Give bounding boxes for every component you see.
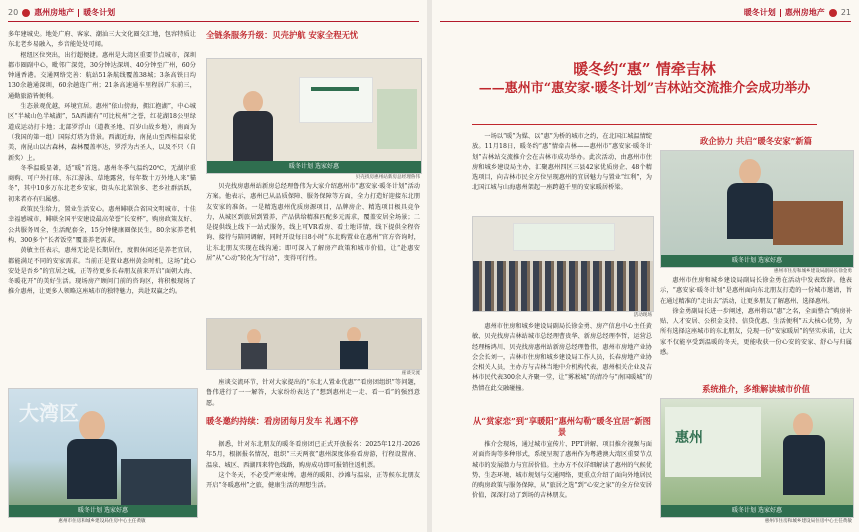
photo-speaker-luwei xyxy=(206,58,422,174)
article-column-2c xyxy=(206,440,420,528)
header-rule xyxy=(440,21,851,22)
banner-slogan: 暖冬计划 选家好惠 xyxy=(732,507,782,514)
screen-title-bar xyxy=(311,87,359,91)
paragraph: 座谈交流环节，针对大家提出的“东北人置业优惠”“看房团组织”等问题，鲁伟进行了一一解答，大家纷纷表达了“想到惠州走一走、看一看”的强烈意愿。 xyxy=(206,379,420,407)
paragraph: 这个冬天，不必受严寒束缚。惠州的暖阳、沙滩与温泉，正等候东北朋友开启“冬暖惠州”之旅，健康生活的理想生活。 xyxy=(206,471,420,490)
photo-caption: 惠州市住房和城乡建设局住房中心主任黄敏 xyxy=(58,519,146,524)
page-number: 21 xyxy=(840,8,851,17)
photo-speaker-xujinyong xyxy=(660,150,854,268)
photo-event-venue xyxy=(472,216,654,312)
header-divider xyxy=(780,9,781,17)
banner-slogan: 暖冬计划 选家好惠 xyxy=(78,507,128,514)
left-page xyxy=(0,0,427,532)
subheading: 暖冬邀约持续：看房团每月发车 礼遇不停 xyxy=(206,416,359,426)
article-column-2b xyxy=(206,378,420,414)
event-banner xyxy=(9,505,197,517)
intro-paragraph xyxy=(472,132,652,214)
column-tag: 暖冬计划 xyxy=(743,8,776,17)
article-title: 暖冬约“惠” 情牵吉林 xyxy=(573,60,716,78)
paragraph: 贝壳找房惠州站新房总经理鲁伟为大家介绍惠州市“惠安家·暖冬计划”活动方案。他表示，惠州已从品质保障、服务保障等方面，全力打造好迎接东北朋友安家的准备。一是精选惠州优质房源项目，品牌房企、精选项目极具竞争力，从城区到旅居到置养，产品供给精准匹配多元需求，覆盖安居全场景；二是提供线上线下一站式服务，线上可VR看房、看土地详情，线下提供全程咨询、接待与陪同调解，同时开设每日8小时“东北购置业在惠州”官方咨询时，让东北朋友实现在线沟通；即可深入了解房产政策和城市价值，让“赴惠安居”从“心动”转化为“行动”，变得可行性。 xyxy=(206,183,420,263)
article-subtitle: ——惠州市“惠安家·暖冬计划”吉林站交流推介会成功举办 xyxy=(478,81,811,96)
photo-speaker-huangmin-right xyxy=(660,398,854,518)
banner-slogan: 暖冬计划 选家好惠 xyxy=(289,163,339,170)
paragraph: 多年建城史。地处广府、客家、潮汕三大文化圈交汇地，包容特质让东北老乡易融入，乡音能处处可闻。 xyxy=(8,31,196,49)
logo-icon xyxy=(22,9,30,17)
subheading: 系统推介，多维解读城市价值 xyxy=(702,384,810,394)
event-banner xyxy=(207,161,421,173)
page-header xyxy=(8,7,115,18)
photo-caption: 活动现场 xyxy=(633,313,652,318)
article-body xyxy=(472,322,652,418)
photo-speaker-huangmin xyxy=(8,388,198,518)
header-divider xyxy=(78,9,79,17)
person-body xyxy=(241,343,267,369)
photo-discussion xyxy=(206,318,422,370)
photo-caption: 座谈交流 xyxy=(401,371,420,376)
paragraph: 枢纽区位突出，出行超便捷。惠州是大湾区重要节点城市，深圳都市圈副中心，毗邻广深莞，30分钟达深圳、40分钟至广州，60分钟通香港。交通网络完善：航站51条航线覆盖38城；3条高铁日均130余趟通深圳，60余趟连广州；21条高速通车里程居广东前三，通勤旅游皆便利。 xyxy=(8,51,196,100)
logo-icon xyxy=(829,9,837,17)
paragraph: 一场以“暖”为媒、以“惠”为桥的城市之约，在北国江城温情绽放。11月18日，暖冬约“惠”情牵吉林——惠州市“惠安家·暖冬计划”吉林站交流推介会在吉林市成功举办。此次活动，由惠州市住房和城乡建设局主办，汇聚惠州四区三县42家优质房企、48个精选项目，向吉林市民全方位呈现惠州的宜居魅力与置业“红利”，为北国江城与山海惠州架起一座跨越千里的安家暖居桥梁。 xyxy=(472,133,652,192)
podium xyxy=(121,459,191,505)
stage-decoration xyxy=(377,89,417,149)
person-head xyxy=(739,159,761,185)
photo-caption: 惠州市住房和城乡建设局副局长徐金勇 xyxy=(773,269,852,274)
paragraph: 冬季温暖显著，适“暖”首选。惠州冬季气温约20℃，无湖岸重商购、可户外打球、东江游泳、草地露营，每年数十万外地人来“猫冬”，其中10多万东北老乡安家，街头东北菜馆多、老乡社群活跃，初来者亦有归属感。 xyxy=(8,164,196,203)
paragraph: 推介会现场，通过城市宣传片、PPT讲解、项目推介视频与面对面咨询等多种形式，系统呈现了惠州作为粤港澳大湾区重要节点城市的发展潜力与宜居价值。主办方不仅详细解读了惠州的气候优势、生态环境、城市规划与交通网络，更重点介绍了面向外地居民的购房政策与服务保障，从“旅居之选”到“心安之家”的全方位安居价值，深深打动了到场的吉林朋友。 xyxy=(472,441,652,500)
screen-text: 惠州 xyxy=(675,430,703,446)
article-body-mid xyxy=(472,440,652,528)
section-title: 惠州房地产 xyxy=(34,8,75,17)
person-body xyxy=(67,439,117,499)
paragraph: 政策民生给力，置业生活安心。惠州鲱联合省国文明城市、十佳幸福感城市，鲱联全国平安建设最高荣誉“长安杯”，购房政策友好、公共服务周全，生活配套全，15分钟健康圈保民生，80余家养老机构、300多个“长者饭堂”覆盖养老需求。 xyxy=(8,206,196,244)
person-head xyxy=(79,411,105,441)
paragraph: 惠州市住房和城乡建设局副局长徐金勇在活动中发表致辞。他表示，“惠安家·暖冬计划”是惠州面向东北朋友打造的一份城市邀请，旨在通过精准的“走出去”活动，让更多朋友了解惠州、选择惠州。 xyxy=(660,277,852,305)
subheading: 政企协力 共启“暖冬安家”新篇 xyxy=(700,136,812,146)
paragraph: 惠州市住房和城乡建设局副局长徐金勇、房产信息中心主任黄敏、贝壳找房吉林站城市总经理曹贵华、新房总经理李哲，运营总经理杨鸿川、贝壳找房惠州站新房总经理鲁伟，惠州市房地产业协会会长刘一，吉林市住房和城乡建设局工作人员，长春房地产业协会相关人员，主办方与吉林当地中介机构代表，惠州相关企业及吉林市民代表300余人齐聚一堂，让“雾凇城”的清冷与“南国暖城”的热情在此交融碰撞。 xyxy=(472,323,652,392)
person-head xyxy=(793,413,813,437)
event-banner xyxy=(661,505,853,517)
photo-caption: 惠州市住房和城乡建设局住房中心主任黄敏 xyxy=(764,519,852,524)
subheading: 全链条服务升级：贝壳护航 安家全程无忧 xyxy=(206,30,359,40)
person-body xyxy=(727,183,773,239)
paragraph: 黄敏主任表示，惠州无论是长期居住，度假休闲还是养老宜居，都能满足不同的安家需求。当前正是置业惠州黄金时机，这场“此心安处是吾乡”的宜居之城，正等待更多长春朋友前来开启“面朝大海、冬暖花开”的美好生活。现场房产顾问门前的咨询区，将积极现场了推介惠州，让更多人领略这座城市的独特魅力，共赴双赢之约。 xyxy=(8,247,196,296)
person-body xyxy=(783,435,825,495)
podium xyxy=(773,201,843,245)
person-head xyxy=(243,91,263,113)
article-body-right xyxy=(660,276,852,376)
paragraph: 据悉，针对东北朋友的暖冬看房团已正式开放报名：2025年12月-2026年5月，根据报名情况，组织“三天两夜”惠州深度体验看房游，行程设置南、温泉、城区、西湖四来特色线路，购房成功即可报销往返机票。 xyxy=(206,441,420,469)
page-header xyxy=(744,7,851,18)
person-body xyxy=(340,341,368,369)
event-banner xyxy=(661,255,853,267)
paragraph: 徐金勇副局长进一步阐述，惠州将以“惠”之名，全面整合“购房补贴、人才安居、公积金支持、信贷优惠、生活便利”五大核心优势，为所有选择这座城市的东北朋友，兑现一份“安家暖居”的坚实承诺，让大家不仅能享受到温暖的冬天，更能收获一份心安的安家、舒心与归属感。 xyxy=(660,307,852,357)
person-body xyxy=(233,111,273,161)
paragraph: 生态景观优越，环境宜居。惠州“依山傍海，拥江抱湖”，中心城区“半城山色半城湖”，5A西湖有“可比杭州”之誉，红花湖18公里绿道成运动打卡地；北部罗浮山（道教圣地、百岁山故乡地），南面为（我国的第一组）国际灯塔为背景。西湖近海，南昆山至西桂温泉优美，南昆山以古森林，森林覆盖率达，罗浮为古圣人，以及不只（自新奖）上。 xyxy=(8,103,196,162)
photo-caption: 贝壳找房惠州站新房总经理鲁伟 xyxy=(355,175,420,180)
article-column-1 xyxy=(8,30,196,374)
title-divider xyxy=(472,124,817,125)
backdrop-text: 大湾区 xyxy=(19,401,79,425)
right-page xyxy=(432,0,859,532)
header-rule xyxy=(8,21,419,22)
article-column-2 xyxy=(206,182,420,312)
presentation-screen xyxy=(299,77,373,123)
subheading: 从“赏家恋”到“享暖阳”惠州勾勒“暖冬宜居”新图景 xyxy=(473,416,651,437)
section-title: 惠州房地产 xyxy=(784,8,825,17)
page-number: 20 xyxy=(8,8,19,17)
stage-screen xyxy=(513,223,615,251)
banner-slogan: 暖冬计划 选家好惠 xyxy=(732,257,782,264)
column-tag: 暖冬计划 xyxy=(83,8,116,17)
audience xyxy=(473,261,653,311)
